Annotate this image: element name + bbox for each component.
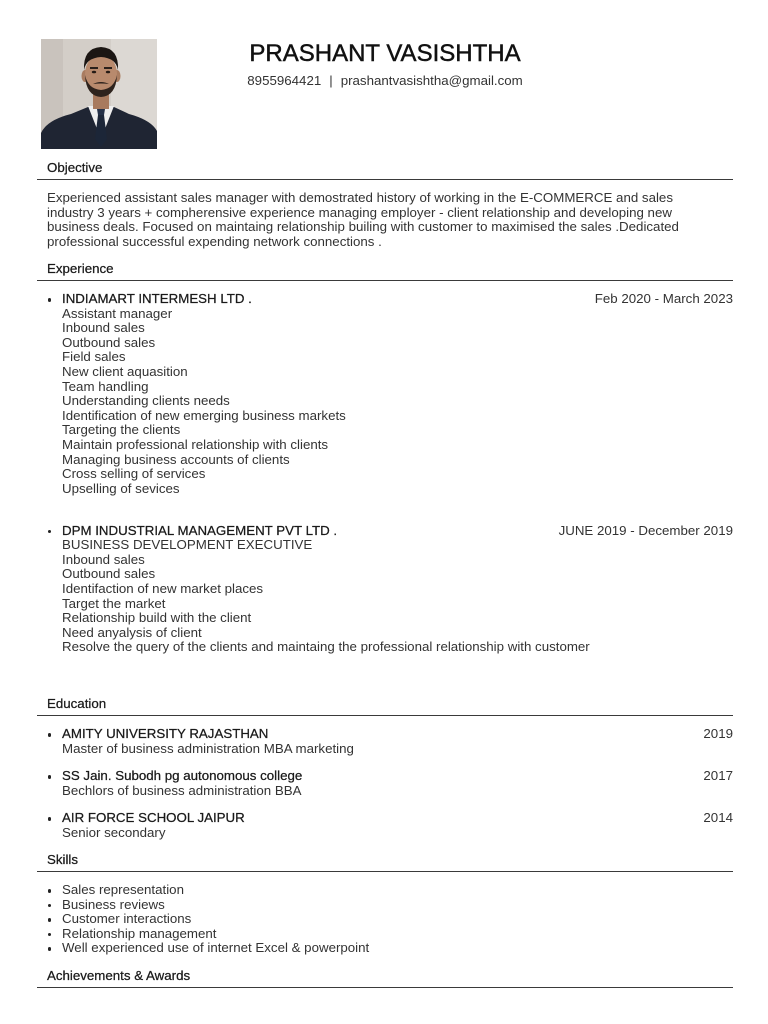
experience-entry-header — [62, 292, 733, 307]
experience-list — [47, 292, 733, 655]
section-title-achievements: Achievements & Awards — [37, 969, 733, 988]
phone-number: 8955964421 — [247, 73, 322, 88]
job-detail: Identification of new emerging business markets — [62, 407, 346, 423]
job-detail: Outbound sales — [62, 334, 156, 350]
job-detail: Relationship build with the client — [62, 610, 252, 626]
skill-item: Customer interactions — [47, 912, 733, 927]
job-detail: Target the market — [62, 595, 166, 611]
section-title-objective: Objective — [37, 161, 733, 180]
education-list — [47, 727, 733, 840]
education-entry — [47, 811, 733, 840]
education-entry — [47, 769, 733, 798]
contact-separator: | — [329, 73, 333, 88]
institution-name: SS Jain. Subodh pg autonomous college — [62, 767, 303, 783]
employment-dates: JUNE 2019 - December 2019 — [558, 522, 733, 538]
skill-item: Sales representation — [47, 883, 733, 898]
job-detail: Cross selling of services — [62, 466, 206, 482]
job-detail: Inbound sales — [62, 551, 145, 567]
section-title-experience: Experience — [37, 262, 733, 281]
job-detail: Maintain professional relationship with clients — [62, 436, 329, 452]
institution-name: AIR FORCE SCHOOL JAIPUR — [62, 809, 245, 825]
job-detail: Resolve the query of the clients and maintaing the professional relationship with customer — [62, 639, 590, 655]
experience-entry — [47, 292, 733, 496]
job-detail: Assistant manager — [62, 305, 173, 321]
education-entry-header — [62, 811, 733, 826]
education-entry-header — [62, 727, 733, 742]
objective-text: Experienced assistant sales manager with demostrated history of working in the E-COMMERCE and sales industry 3 years + compherensive experience managing employer - client relationship and developing new business deals. Focused on maintaing relationship builing with customer to maximised the sales .Dedicated professional successful expending network connections . — [47, 190, 679, 249]
section-title-education: Education — [37, 697, 733, 716]
job-detail: BUSINESS DEVELOPMENT EXECUTIVE — [62, 537, 313, 553]
degree-name: Bechlors of business administration BBA — [62, 782, 302, 798]
job-detail: Field sales — [62, 349, 126, 365]
education-entry — [47, 727, 733, 756]
skill-item: Well experienced use of internet Excel & powerpoint — [47, 941, 733, 956]
job-detail: Identifaction of new market places — [62, 581, 264, 597]
job-detail: Targeting the clients — [62, 422, 181, 438]
section-title-skills: Skills — [37, 853, 733, 872]
graduation-year: 2017 — [703, 767, 733, 783]
job-detail: Understanding clients needs — [62, 393, 230, 409]
candidate-name: PRASHANT VASISHTHA — [249, 40, 521, 67]
skill-item: Relationship management — [47, 927, 733, 942]
employment-dates: Feb 2020 - March 2023 — [594, 291, 733, 306]
job-detail: Need anyalysis of client — [62, 624, 202, 640]
job-detail: Outbound sales — [62, 566, 156, 582]
company-name: INDIAMART INTERMESH LTD . — [62, 291, 252, 306]
experience-entry-header — [62, 524, 733, 539]
institution-name: AMITY UNIVERSITY RAJASTHAN — [62, 726, 269, 741]
job-detail: Team handling — [62, 378, 149, 394]
degree-name: Senior secondary — [62, 824, 166, 840]
skill-item: Business reviews — [47, 898, 733, 913]
graduation-year: 2014 — [703, 809, 733, 825]
degree-name: Master of business administration MBA marketing — [62, 740, 354, 756]
job-detail: New client aquasition — [62, 363, 188, 379]
experience-entry — [47, 524, 733, 655]
contact-line — [37, 73, 733, 89]
email-address: prashantvasishtha@gmail.com — [340, 73, 523, 88]
education-entry-header — [62, 769, 733, 784]
company-name: DPM INDUSTRIAL MANAGEMENT PVT LTD . — [62, 522, 338, 538]
graduation-year: 2019 — [703, 726, 733, 741]
skills-list — [47, 883, 733, 956]
job-detail: Upselling of sevices — [62, 480, 180, 496]
job-detail: Managing business accounts of clients — [62, 451, 290, 467]
job-detail: Inbound sales — [62, 320, 145, 336]
